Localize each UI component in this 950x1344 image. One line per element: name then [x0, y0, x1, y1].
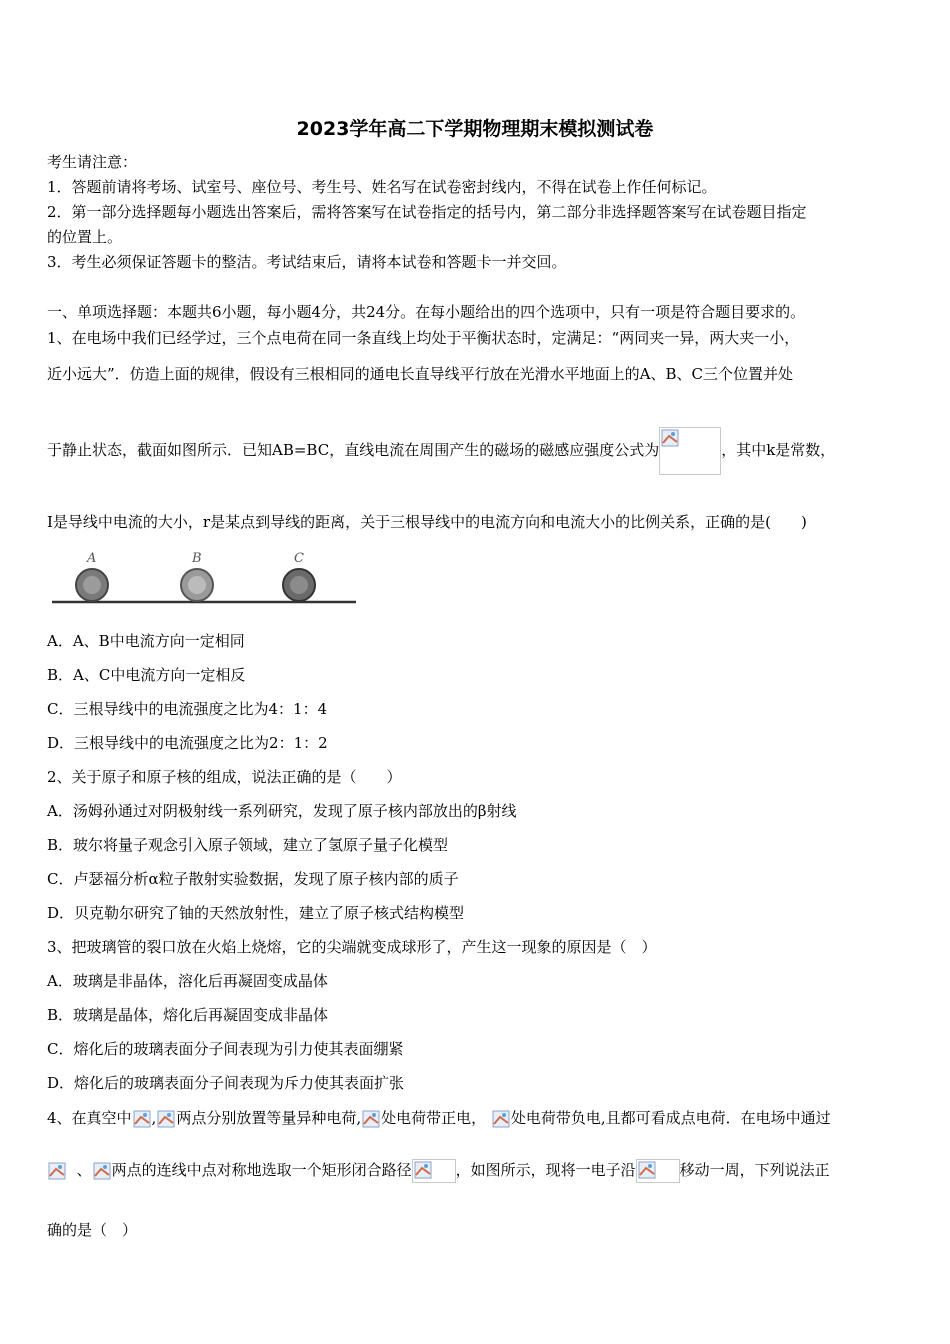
q4-text: 两点的连线中点对称地选取一个矩形闭合路径 — [111, 1161, 412, 1179]
q1-option-a: A．A、B中电流方向一定相同 — [47, 632, 245, 650]
q3-option-d: D．熔化后的玻璃表面分子间表现为斥力使其表面扩张 — [47, 1074, 405, 1092]
point-a-image-placeholder — [47, 1161, 67, 1181]
q3-option-b: B．玻璃是晶体，熔化后再凝固变成非晶体 — [47, 1006, 329, 1024]
broken-image-icon — [414, 1161, 432, 1179]
broken-image-icon — [638, 1161, 656, 1179]
q4-text: 移动一周，下列说法正 — [679, 1161, 830, 1179]
q3-option-c: C．熔化后的玻璃表面分子间表现为引力使其表面绷紧 — [47, 1040, 404, 1058]
point-b-image-placeholder — [156, 1109, 176, 1129]
point-a-image-placeholder — [132, 1109, 152, 1129]
q1-option-b: B．A、C中电流方向一定相反 — [47, 666, 246, 684]
q1-stem-line — [47, 426, 835, 475]
fig-label-b: B — [192, 551, 202, 566]
wire-cross-section-figure — [50, 546, 360, 608]
q4-stem-line — [47, 1156, 830, 1184]
q1-option-c: C．三根导线中的电流强度之比为4：1：4 — [47, 700, 328, 718]
q4-stem-line: 确的是（ ） — [47, 1221, 138, 1239]
q2-option-d: D．贝克勒尔研究了铀的天然放射性，建立了原子核式结构模型 — [47, 904, 465, 922]
q4-stem-line: 4、在真空中 , 两点分别放置等量异种电荷, 处电荷带正电， 处电荷带负电,且都可看成点电荷．在电场中通过 — [47, 1109, 831, 1127]
q4-text: 两点分别放置等量异种电荷, — [176, 1109, 362, 1127]
notice-item: 的位置上。 — [47, 228, 123, 246]
q4-text: 4、在真空中 — [47, 1109, 132, 1127]
q1-option-d: D．三根导线中的电流强度之比为2：1：2 — [47, 734, 328, 752]
q1-stem-line: 1、在电场中我们已经学过，三个点电荷在同一条直线上均处于平衡状态时，定满足：“两同夹一异，两大夹一小， — [47, 329, 800, 347]
notice-item: 2．第一部分选择题每小题选出答案后，需将答案写在试卷指定的括号内，第二部分非选择题答案写在试卷题目指定 — [47, 203, 807, 221]
path-image-placeholder — [412, 1159, 456, 1183]
q4-text: 处电荷带负电,且都可看成点电荷．在电场中通过 — [510, 1109, 831, 1127]
path-image-placeholder — [636, 1159, 680, 1183]
point-a-image-placeholder — [361, 1109, 381, 1129]
point-b-image-placeholder — [491, 1109, 511, 1129]
broken-image-icon — [133, 1110, 151, 1128]
q4-text: ，如图所示，现将一电子沿 — [455, 1161, 636, 1179]
broken-image-icon — [93, 1162, 111, 1180]
section-heading: 一、单项选择题：本题共6小题，每小题4分，共24分。在每小题给出的四个选项中，只有一项是符合题目要求的。 — [47, 303, 806, 321]
fig-label-c: C — [294, 551, 304, 566]
q4-text: 处电荷带正电， — [381, 1109, 487, 1127]
notice-item: 3．考生必须保证答题卡的整洁。考试结束后，请将本试卷和答题卡一并交回。 — [47, 253, 567, 271]
q1-stem-text: ，其中k是常数， — [721, 441, 836, 459]
point-b-image-placeholder — [92, 1161, 112, 1181]
page-title: 2023学年高二下学期物理期末模拟测试卷 — [296, 118, 654, 140]
broken-image-icon — [48, 1162, 66, 1180]
q1-stem-text: 于静止状态，截面如图所示．已知AB=BC，直线电流在周围产生的磁场的磁感应强度公式为 — [47, 441, 660, 459]
broken-image-icon — [157, 1110, 175, 1128]
q2-option-b: B．玻尔将量子观念引入原子领域，建立了氢原子量子化模型 — [47, 836, 449, 854]
broken-image-icon — [492, 1110, 510, 1128]
q1-stem-line: I是导线中电流的大小，r是某点到导线的距离，关于三根导线中的电流方向和电流大小的比例关系，正确的是( ) — [47, 513, 807, 531]
fig-label-a: A — [87, 551, 97, 566]
q3-option-a: A．玻璃是非晶体，溶化后再凝固变成晶体 — [47, 972, 328, 990]
broken-image-icon — [661, 429, 679, 447]
q1-stem-line: 近小远大”．仿造上面的规律，假设有三根相同的通电长直导线平行放在光滑水平地面上的A、B、C三个位置并处 — [47, 365, 794, 383]
q2-option-c: C．卢瑟福分析α粒子散射实验数据，发现了原子核内部的质子 — [47, 870, 459, 888]
notice-heading: 考生请注意： — [47, 153, 138, 171]
q2-stem: 2、关于原子和原子核的组成，说法正确的是（ ） — [47, 768, 402, 786]
q3-stem: 3、把玻璃管的裂口放在火焰上烧熔，它的尖端就变成球形了，产生这一现象的原因是（ ） — [47, 938, 657, 956]
q2-option-a: A．汤姆孙通过对阴极射线一系列研究，发现了原子核内部放出的β射线 — [47, 802, 517, 820]
q4-text: 、 — [76, 1161, 92, 1179]
broken-image-icon — [362, 1110, 380, 1128]
formula-image-placeholder — [659, 427, 721, 475]
notice-item: 1．答题前请将考场、试室号、座位号、考生号、姓名写在试卷密封线内，不得在试卷上作任何标记。 — [47, 178, 717, 196]
